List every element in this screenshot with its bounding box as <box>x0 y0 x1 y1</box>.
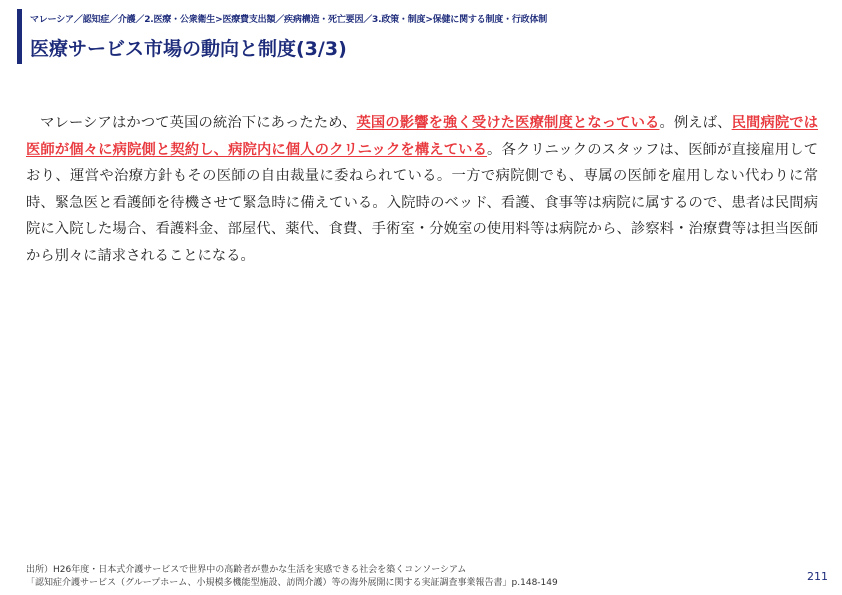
source-citation <box>26 564 558 590</box>
body-segment-details: 。各クリニックのスタッフは、医師が直接雇用しており、運営や治療方針もその医師の自由裁量に委ねられている。一方で病院側でも、専属の医師を雇用しない代わりに常時、緊急医と看護師を待機させて緊急時に備えている。入院時のベッド、看護、食事等は病院に属するので、患者は民間病院に入院した場合、看護料金、部屋代、薬代、食費、手術室・分娩室の使用料等は病院から、診察料・治療費等は担当医師から別々に請求されることになる。 <box>26 141 819 264</box>
source-line-1: 出所）H26年度・日本式介護サービスで世界中の高齢者が豊かな生活を実感できる社会を築くコンソーシアム <box>26 565 467 575</box>
body-highlight-private-clinics: 民間病院では医師が個々に病院側と契約し、病院内に個人のクリニックを構えている <box>26 115 819 158</box>
body-highlight-british-influence: 英国の影響を強く受けた医療制度となっている <box>356 115 660 131</box>
title-accent-bar <box>17 9 22 64</box>
body-paragraph <box>26 110 818 269</box>
page-number: 211 <box>807 570 828 583</box>
body-segment-example: 。例えば、 <box>659 115 732 131</box>
page-title: 医療サービス市場の動向と制度(3/3) <box>30 38 347 60</box>
breadcrumb: マレーシア／認知症／介護／2.医療・公衆衛生>医療費支出額／疾病構造・死亡要因／3.政策・制度>保健に関する制度・行政体制 <box>30 15 548 25</box>
source-line-2: 「認知症介護サービス（グループホーム、小規模多機能型施設、訪問介護）等の海外展開に関する実証調査事業報告書」p.148-149 <box>26 578 558 588</box>
body-segment-intro: マレーシアはかつて英国の統治下にあったため、 <box>40 115 357 131</box>
